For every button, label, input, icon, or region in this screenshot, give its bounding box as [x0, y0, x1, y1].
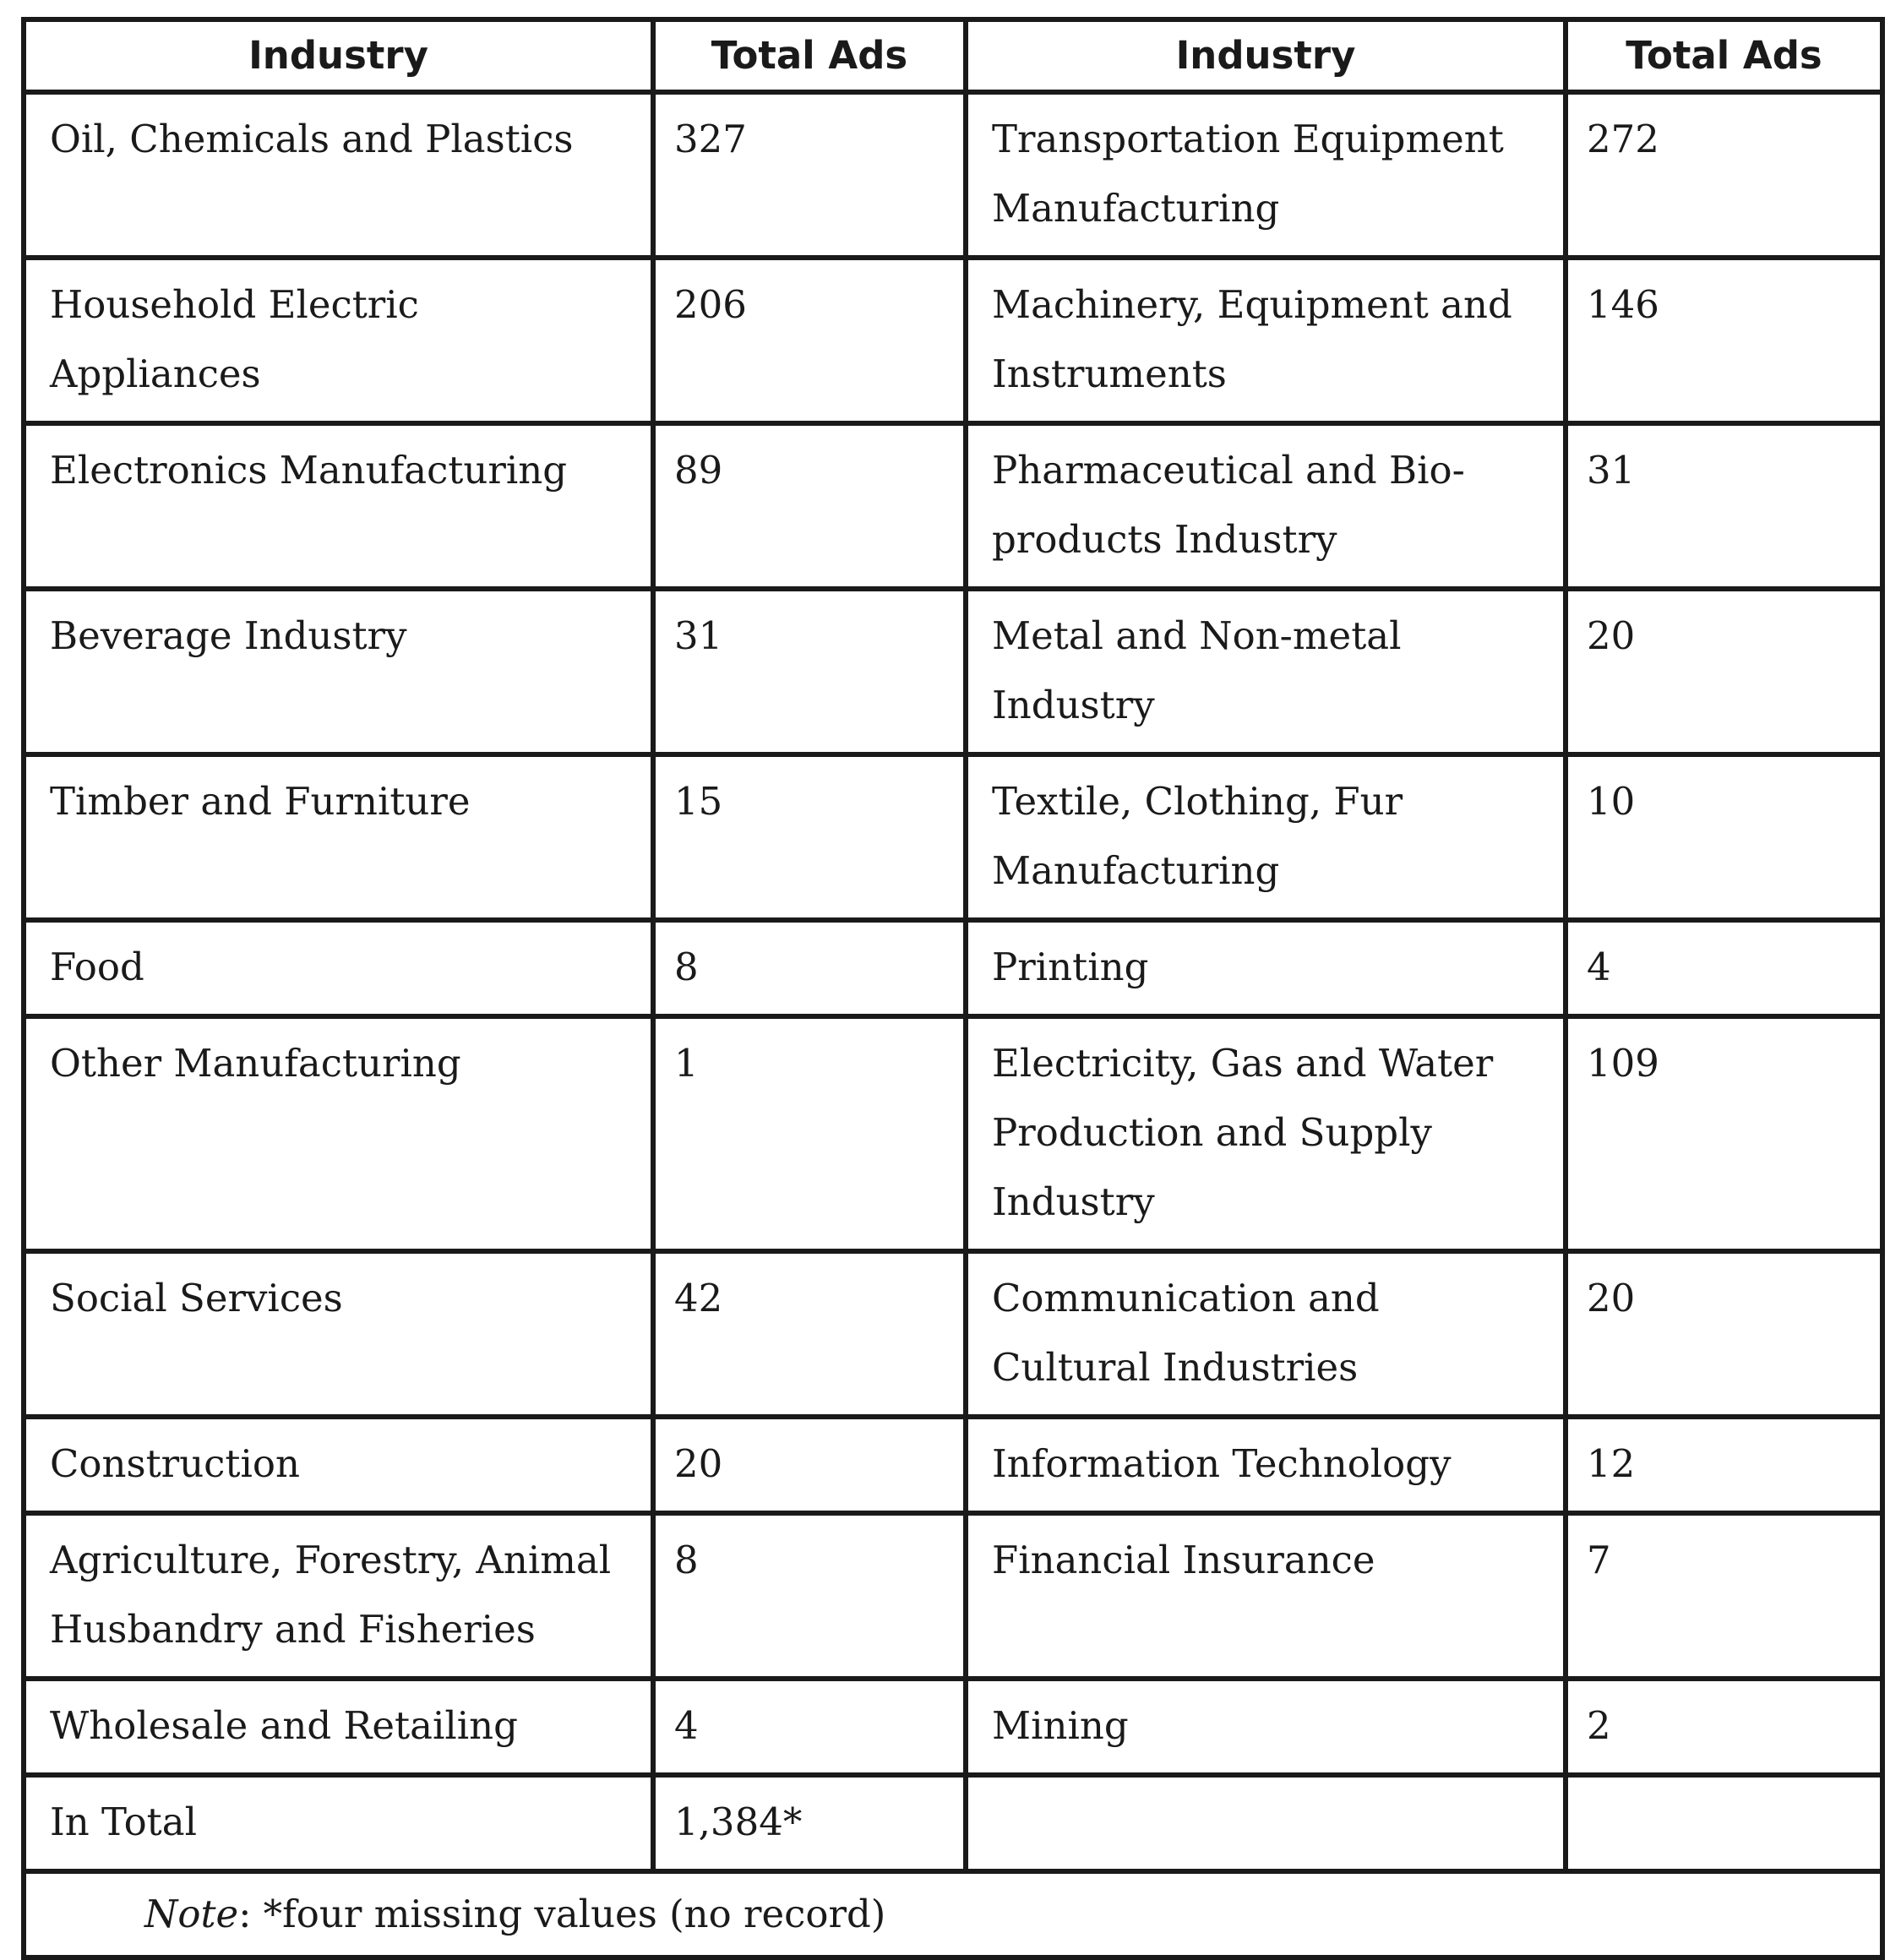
- left-ads-cell: 8: [653, 920, 966, 1016]
- left-ads-cell: 89: [653, 423, 966, 589]
- left-ads-cell: 42: [653, 1251, 966, 1417]
- right-industry-cell: Information Technology: [966, 1417, 1566, 1513]
- right-industry-cell: Printing: [966, 920, 1566, 1016]
- table-row: [24, 258, 1882, 423]
- note-row: [24, 1871, 1882, 1957]
- right-ads-cell: 272: [1566, 92, 1882, 258]
- total-row: [24, 1775, 1882, 1871]
- right-ads-cell: 4: [1566, 920, 1882, 1016]
- right-industry-cell: Textile, Clothing, Fur Manufacturing: [966, 754, 1566, 920]
- table-row: [24, 92, 1882, 258]
- right-ads-cell: 10: [1566, 754, 1882, 920]
- left-industry-cell: Beverage Industry: [24, 589, 653, 754]
- table-row: [24, 920, 1882, 1016]
- left-industry-cell: Food: [24, 920, 653, 1016]
- left-industry-cell: Oil, Chemicals and Plastics: [24, 92, 653, 258]
- right-ads-cell: 2: [1566, 1679, 1882, 1775]
- note-cell: [24, 1871, 1882, 1957]
- right-ads-cell: 12: [1566, 1417, 1882, 1513]
- table-row: [24, 1513, 1882, 1679]
- table-row: [24, 423, 1882, 589]
- note-label: Note: [144, 1892, 239, 1936]
- note-text: : *four missing values (no record): [238, 1892, 886, 1936]
- empty-cell: [1566, 1775, 1882, 1871]
- empty-cell: [966, 1775, 1566, 1871]
- table-row: [24, 1251, 1882, 1417]
- header-industry-left: Industry: [24, 19, 653, 92]
- right-ads-cell: 20: [1566, 589, 1882, 754]
- left-ads-cell: 4: [653, 1679, 966, 1775]
- right-industry-cell: Machinery, Equipment and Instruments: [966, 258, 1566, 423]
- right-industry-cell: Transportation Equipment Manufacturing: [966, 92, 1566, 258]
- left-industry-cell: Other Manufacturing: [24, 1016, 653, 1251]
- left-ads-cell: 1: [653, 1016, 966, 1251]
- left-industry-cell: Household Electric Appliances: [24, 258, 653, 423]
- right-industry-cell: Financial Insurance: [966, 1513, 1566, 1679]
- header-industry-right: Industry: [966, 19, 1566, 92]
- left-ads-cell: 15: [653, 754, 966, 920]
- right-industry-cell: Electricity, Gas and Water Production and Supply Industry: [966, 1016, 1566, 1251]
- table-row: [24, 754, 1882, 920]
- left-industry-cell: Timber and Furniture: [24, 754, 653, 920]
- right-ads-cell: 109: [1566, 1016, 1882, 1251]
- industry-ads-table-container: [21, 17, 1880, 1960]
- total-label-cell: In Total: [24, 1775, 653, 1871]
- right-industry-cell: Metal and Non-metal Industry: [966, 589, 1566, 754]
- industry-ads-table: [21, 17, 1885, 1960]
- right-ads-cell: 146: [1566, 258, 1882, 423]
- right-industry-cell: Mining: [966, 1679, 1566, 1775]
- table-row: [24, 1417, 1882, 1513]
- table-header-row: [24, 19, 1882, 92]
- header-total-ads-left: Total Ads: [653, 19, 966, 92]
- header-total-ads-right: Total Ads: [1566, 19, 1882, 92]
- right-industry-cell: Communication and Cultural Industries: [966, 1251, 1566, 1417]
- right-ads-cell: 7: [1566, 1513, 1882, 1679]
- total-value-cell: 1,384*: [653, 1775, 966, 1871]
- table-row: [24, 1016, 1882, 1251]
- left-industry-cell: Wholesale and Retailing: [24, 1679, 653, 1775]
- left-industry-cell: Agriculture, Forestry, Animal Husbandry and Fisheries: [24, 1513, 653, 1679]
- left-industry-cell: Social Services: [24, 1251, 653, 1417]
- left-ads-cell: 31: [653, 589, 966, 754]
- left-ads-cell: 8: [653, 1513, 966, 1679]
- left-industry-cell: Electronics Manufacturing: [24, 423, 653, 589]
- left-ads-cell: 327: [653, 92, 966, 258]
- right-ads-cell: 31: [1566, 423, 1882, 589]
- table-row: [24, 1679, 1882, 1775]
- left-ads-cell: 20: [653, 1417, 966, 1513]
- right-industry-cell: Pharmaceutical and Bio-products Industry: [966, 423, 1566, 589]
- left-industry-cell: Construction: [24, 1417, 653, 1513]
- left-ads-cell: 206: [653, 258, 966, 423]
- right-ads-cell: 20: [1566, 1251, 1882, 1417]
- table-row: [24, 589, 1882, 754]
